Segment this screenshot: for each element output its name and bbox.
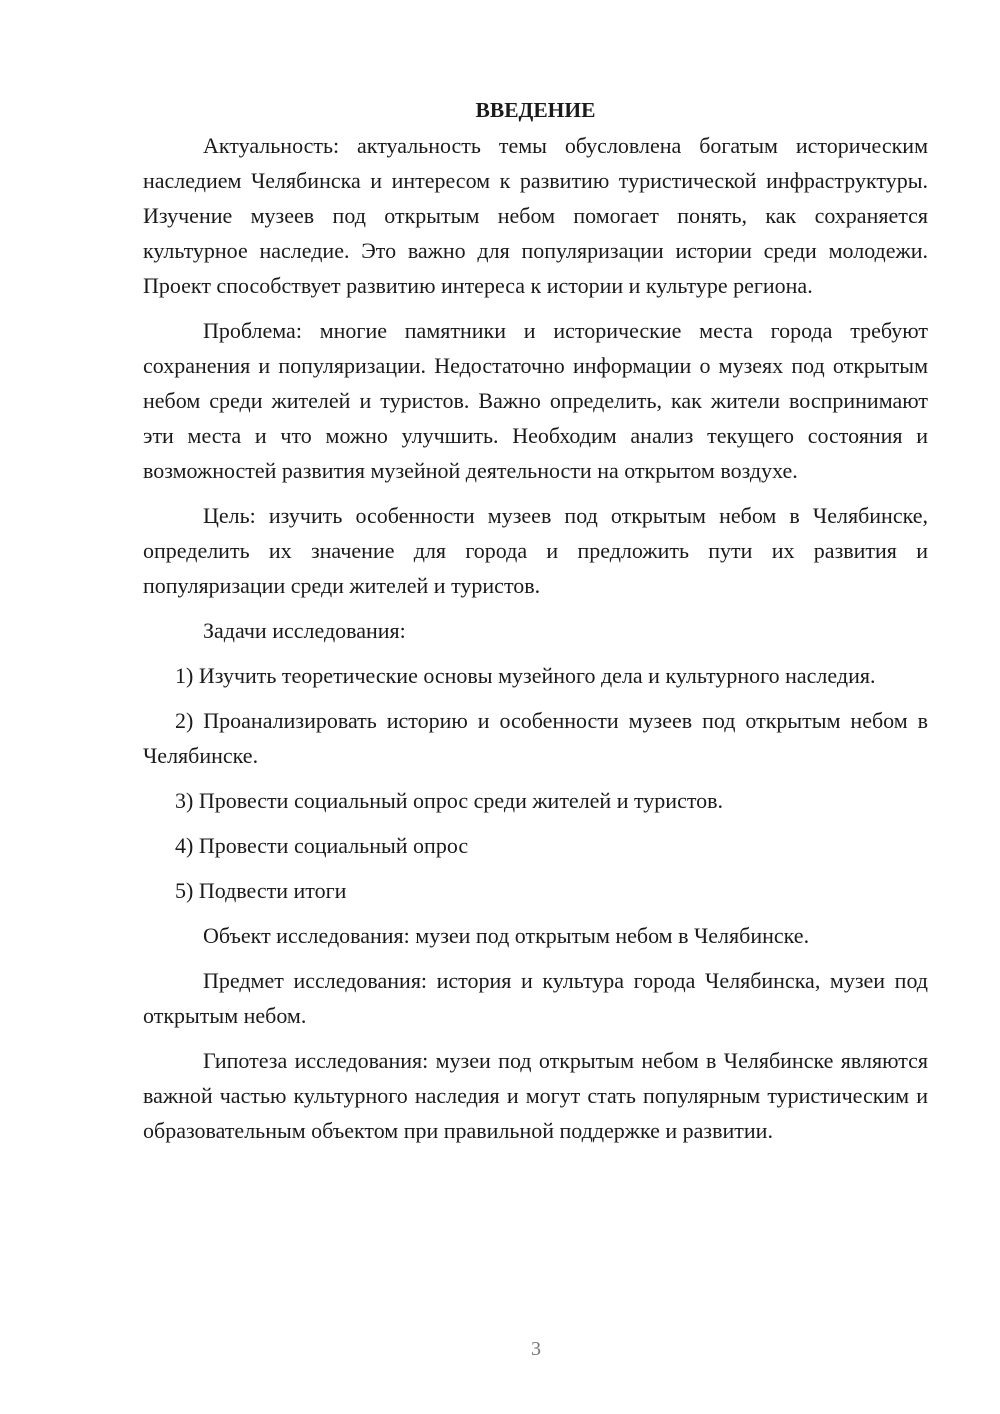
problem-paragraph: Проблема: многие памятники и исторические места города требуют сохранения и популяризации. Недостаточно информации о музеях под открытым небом среди жителей и туристов. Важно определить, как жители воспринимают эти места и что можно улучшить. Необходим анализ текущего состояния и возможностей развития музейной деятельности на открытом воздухе. xyxy=(143,318,928,483)
task-item-5: 5) Подвести итоги xyxy=(175,878,347,903)
document-body xyxy=(143,93,928,1148)
page-number: 3 xyxy=(531,1338,541,1360)
task-item-3: 3) Провести социальный опрос среди жителей и туристов. xyxy=(175,788,724,813)
tasks-heading: Задачи исследования: xyxy=(203,618,406,643)
subject-paragraph: Предмет исследования: история и культура города Челябинска, музеи под открытым небом. xyxy=(143,968,928,1028)
object-paragraph: Объект исследования: музеи под открытым небом в Челябинске. xyxy=(203,923,810,948)
task-item-2: 2) Проанализировать историю и особенности музеев под открытым небом в Челябинске. xyxy=(143,708,928,768)
task-item-1: 1) Изучить теоретические основы музейного дела и культурного наследия. xyxy=(175,663,876,688)
hypothesis-paragraph: Гипотеза исследования: музеи под открытым небом в Челябинске являются важной частью культурного наследия и могут стать популярным туристическим и образовательным объектом при правильной поддержке и развитии. xyxy=(143,1048,928,1143)
task-item-4: 4) Провести социальный опрос xyxy=(175,833,469,858)
relevance-paragraph: Актуальность: актуальность темы обусловлена богатым историческим наследием Челябинска и интересом к развитию туристической инфраструктуры. Изучение музеев под открытым небом помогает понять, как сохраняется культурное наследие. Это важно для популяризации истории среди молодежи. Проект способствует развитию интереса к истории и культуре региона. xyxy=(143,133,928,298)
goal-paragraph: Цель: изучить особенности музеев под открытым небом в Челябинске, определить их значение для города и предложить пути их развития и популяризации среди жителей и туристов. xyxy=(143,503,928,598)
section-title: ВВЕДЕНИЕ xyxy=(475,98,596,122)
